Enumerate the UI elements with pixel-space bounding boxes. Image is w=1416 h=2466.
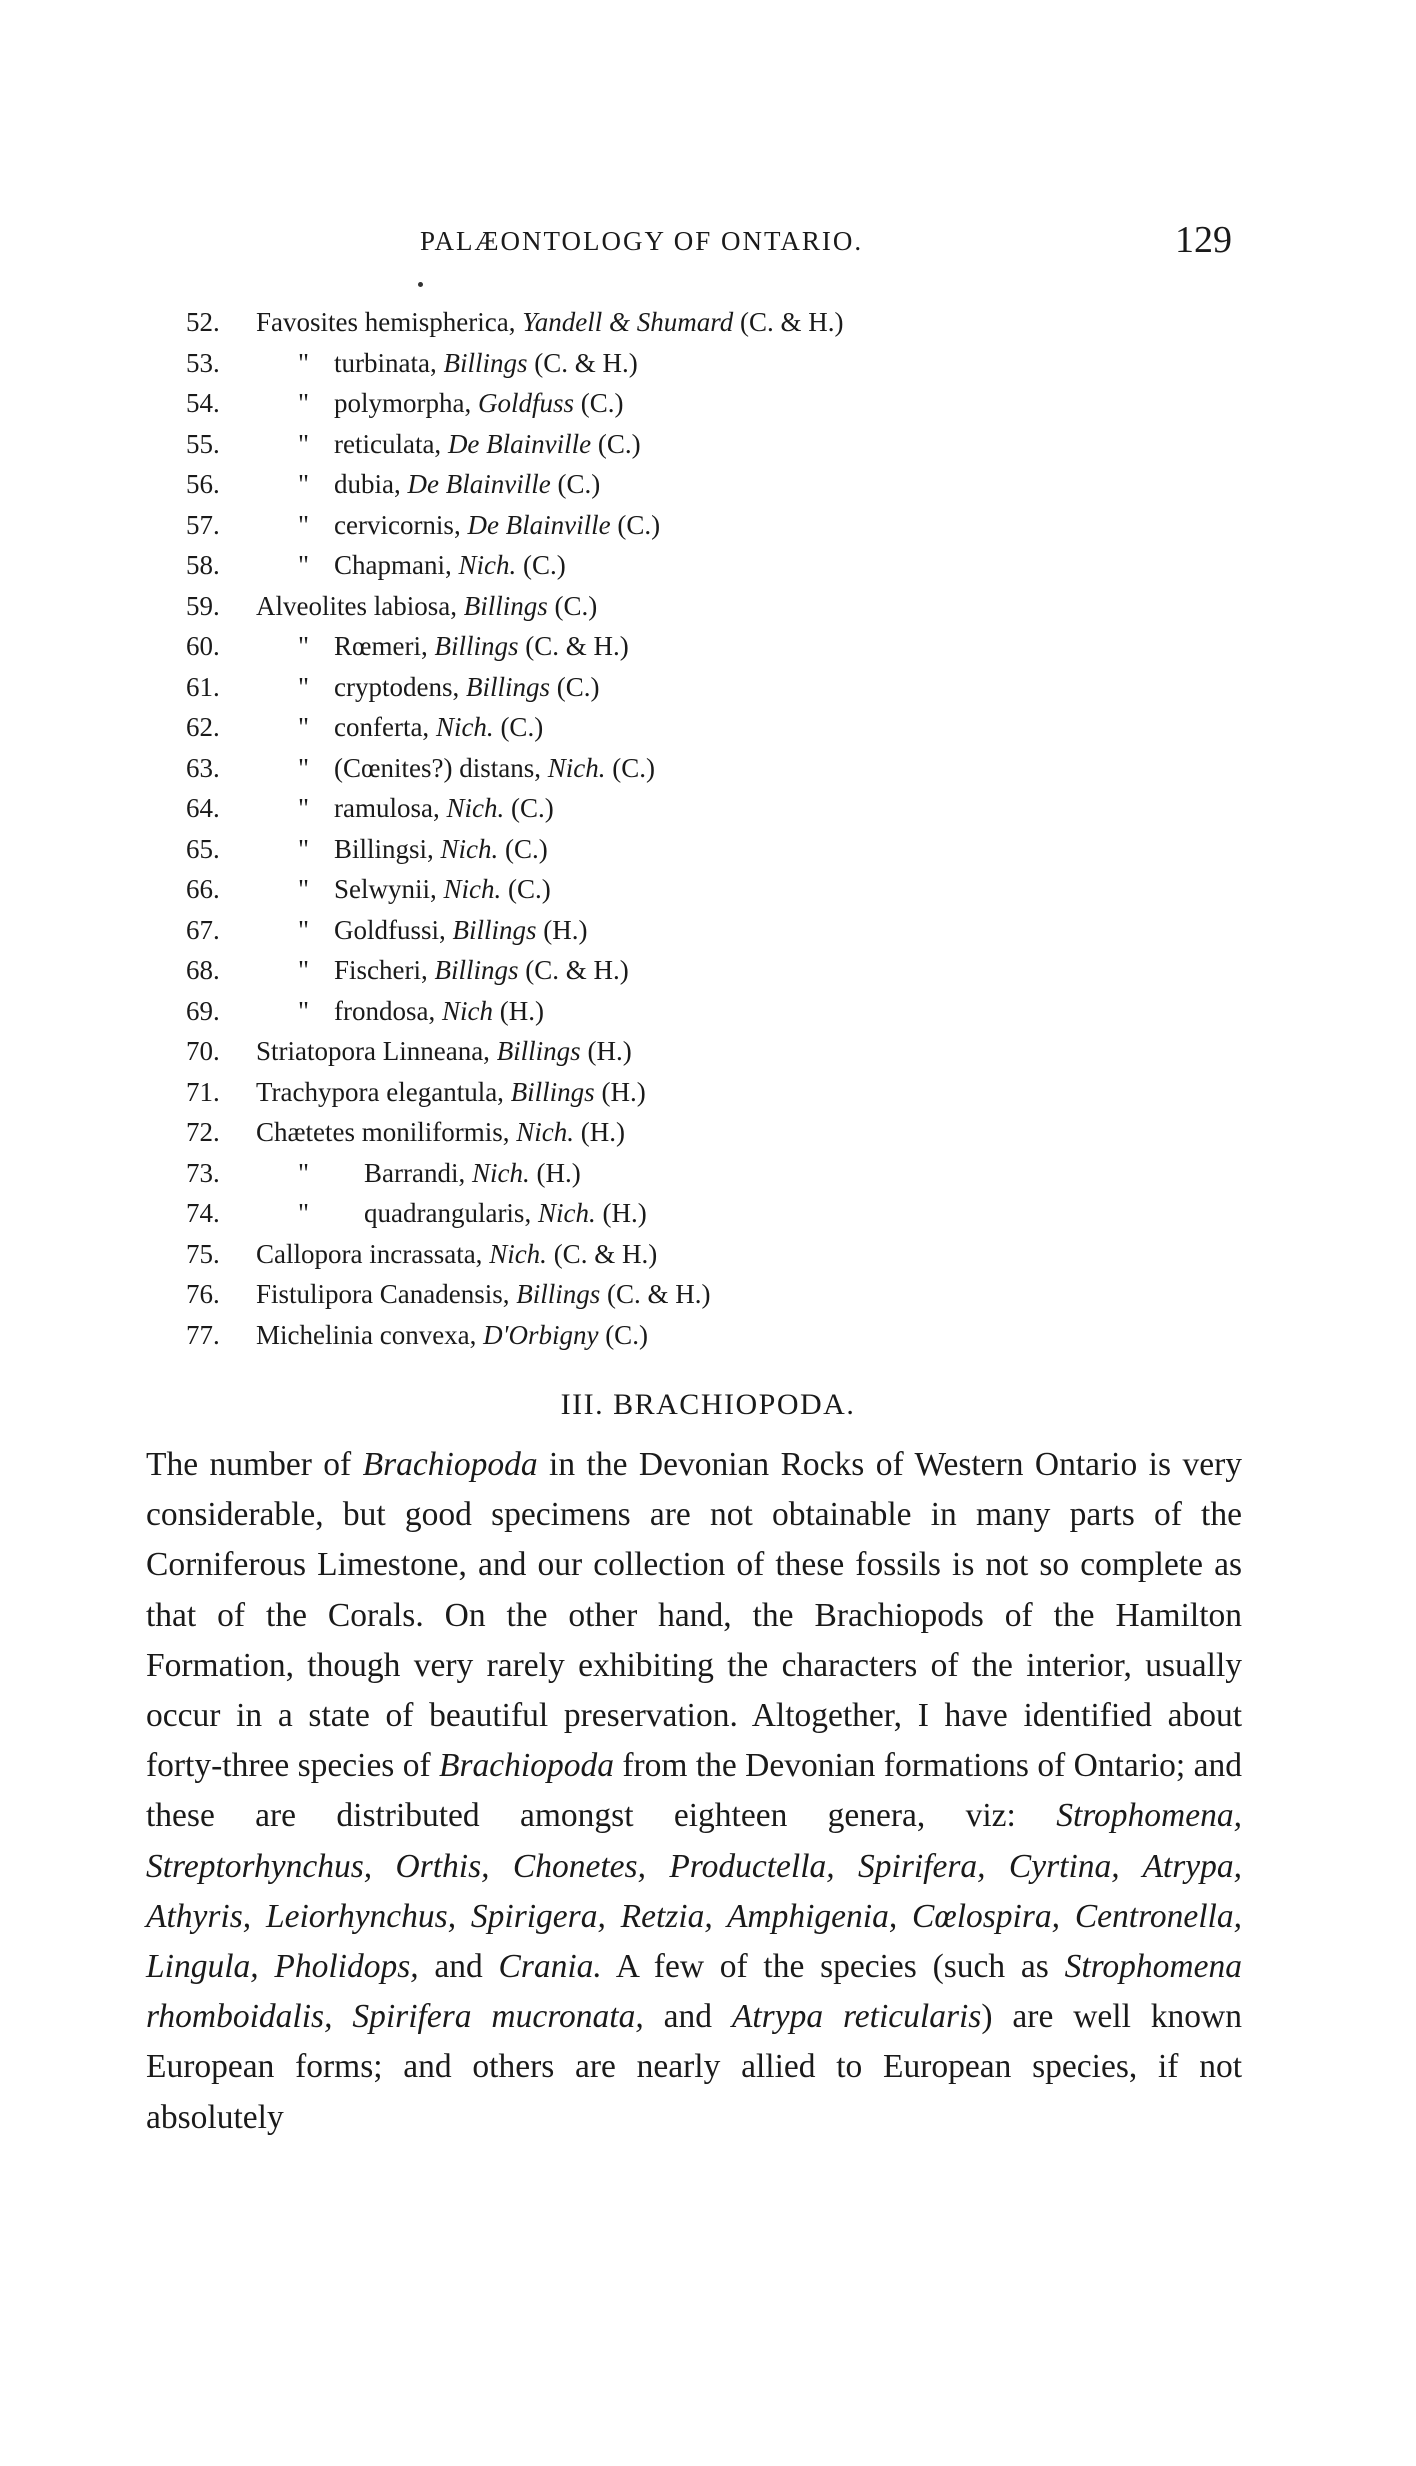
item-number: 67. — [186, 914, 220, 945]
species-name: Goldfussi, — [334, 914, 446, 945]
text-run: in the Devonian Rocks of Western Ontario is very considerable, but good specimens are not obtainable in many parts of the Corniferous Limestone, and our collection of these fossils is not so complete as that of the Corals. On the other hand, the Brachiopods of the Hamilton Formation, though very rarely exhibiting the characters of the interior, usually occur in a state of beautiful preservation. Altogether, I have identified about forty-three species of — [146, 1446, 1242, 1785]
species-name: hemispherica, — [364, 307, 516, 337]
species-name: labiosa, — [373, 590, 457, 621]
species-name: turbinata, — [334, 347, 437, 378]
species-name: Barrandi, — [364, 1157, 466, 1188]
item-number: 60. — [186, 631, 220, 661]
author-name: Nich — [441, 995, 493, 1026]
species-name: convexa, — [379, 1319, 477, 1350]
genus-name: Striatopora — [256, 1036, 376, 1066]
item-number: 52. — [186, 307, 220, 337]
ditto-mark: " — [298, 509, 310, 540]
species-name: reticulata, — [334, 428, 442, 459]
species-list-item — [186, 383, 1246, 424]
species-list-item — [186, 505, 1246, 546]
item-number: 75. — [186, 1238, 220, 1269]
genus-name: Chætetes — [256, 1117, 355, 1147]
species-name: Linneana, — [382, 1036, 490, 1066]
author-name: Nich. — [458, 550, 517, 580]
collection-code: (C.) — [580, 388, 624, 418]
item-number: 68. — [186, 955, 220, 985]
item-number: 69. — [186, 995, 220, 1026]
genus-name: Callopora — [256, 1238, 363, 1269]
section-heading: III. BRACHIOPODA. — [560, 1388, 856, 1421]
collection-code: (C.) — [605, 1319, 648, 1350]
species-name: Canadensis, — [379, 1279, 510, 1309]
species-name: Chapmani, — [334, 550, 452, 580]
item-number: 63. — [186, 752, 220, 783]
collection-code: (H.) — [536, 1157, 581, 1188]
italic-text: Crania. — [498, 1948, 602, 1986]
collection-code: (C.) — [554, 590, 598, 621]
species-list-item — [186, 1072, 1246, 1113]
item-number: 57. — [186, 509, 220, 540]
species-list-item — [186, 1193, 1246, 1234]
collection-code: (C. & H.) — [525, 631, 629, 661]
paragraph — [146, 1440, 1242, 2143]
ditto-mark: " — [298, 550, 310, 580]
collection-code: (C.) — [505, 833, 548, 864]
ditto-mark: " — [298, 469, 310, 499]
item-number: 64. — [186, 793, 220, 823]
ditto-mark: " — [298, 833, 310, 864]
collection-code: (C.) — [557, 469, 601, 499]
author-name: Billings — [434, 955, 519, 985]
author-name: Nich. — [435, 712, 494, 742]
ditto-mark: " — [298, 388, 310, 418]
author-name: Billings — [463, 590, 548, 621]
species-list-item — [186, 586, 1246, 627]
species-name: moniliformis, — [361, 1117, 510, 1147]
collection-code: (C. & H.) — [534, 347, 638, 378]
item-number: 54. — [186, 388, 220, 418]
ditto-mark: " — [298, 914, 310, 945]
species-list-item — [186, 950, 1246, 991]
species-name: incrassata, — [369, 1238, 483, 1269]
author-name: Yandell & Shumard — [522, 307, 734, 337]
collection-code: (C. & H.) — [740, 307, 844, 337]
species-name: cryptodens, — [334, 671, 460, 702]
collection-code: (H.) — [587, 1036, 632, 1066]
ditto-mark: " — [298, 752, 310, 783]
genus-name: Favosites — [256, 307, 359, 337]
item-number: 65. — [186, 833, 220, 864]
text-run: from the Devonian formations of Ontario; and these are distributed amongst eighteen genera, viz: — [146, 1747, 1242, 1835]
item-number: 53. — [186, 347, 220, 378]
species-list-item — [186, 1031, 1246, 1072]
author-name: Billings — [434, 631, 519, 661]
item-number: 59. — [186, 590, 220, 621]
item-number: 77. — [186, 1319, 220, 1350]
species-name: Fischeri, — [334, 955, 428, 985]
genus-name: Fistulipora — [256, 1279, 374, 1309]
author-name: Nich. — [443, 874, 502, 904]
collection-code: (H.) — [602, 1198, 647, 1228]
author-name: De Blainville — [407, 469, 551, 499]
ditto-mark: " — [298, 995, 310, 1026]
collection-code: (H.) — [601, 1076, 646, 1107]
species-name: elegantula, — [386, 1076, 504, 1107]
species-list-item — [186, 1112, 1246, 1153]
collection-code: (C.) — [510, 793, 554, 823]
species-list-item — [186, 545, 1246, 586]
text-run: ) are well known European forms; and others are nearly allied to European species, if not absolutely — [146, 1998, 1243, 2136]
text-run: and — [418, 1948, 499, 1986]
ditto-mark: " — [298, 631, 310, 661]
collection-code: (C.) — [508, 874, 551, 904]
species-list-item — [186, 748, 1246, 789]
species-name: Rœmeri, — [334, 631, 428, 661]
italic-text: Brachiopoda — [439, 1747, 614, 1785]
ditto-mark: " — [298, 428, 310, 459]
species-list-item — [186, 707, 1246, 748]
body-text — [146, 1440, 1242, 2143]
author-name: D'Orbigny — [483, 1319, 599, 1350]
item-number: 66. — [186, 874, 220, 904]
species-list-item — [186, 991, 1246, 1032]
ditto-mark: " — [298, 793, 310, 823]
page-header — [0, 219, 1416, 276]
species-list-item — [186, 1234, 1246, 1275]
item-number: 62. — [186, 712, 220, 742]
species-name: (Cœnites?) distans, — [334, 752, 541, 783]
item-number: 76. — [186, 1279, 220, 1309]
ditto-mark: " — [298, 671, 310, 702]
print-dot — [418, 282, 423, 287]
italic-text: Strophomena, Streptorhynchus, Orthis, Chonetes, Productella, Spirifera, Cyrtina, Atrypa, Athyris, Leiorhynchus, Spirigera, Retzia, Amphigenia, Cœlospira, Centronella, Lingula, Pholidops, — [146, 1797, 1242, 1986]
author-name: Nich. — [446, 793, 505, 823]
species-list-item — [186, 667, 1246, 708]
item-number: 58. — [186, 550, 220, 580]
text-run: The number of — [146, 1446, 363, 1483]
collection-code: (H.) — [499, 995, 544, 1026]
species-name: ramulosa, — [334, 793, 440, 823]
item-number: 55. — [186, 428, 220, 459]
author-name: Billings — [443, 347, 528, 378]
author-name: Billings — [465, 671, 550, 702]
ditto-mark: " — [298, 1198, 310, 1228]
ditto-mark: " — [298, 874, 310, 904]
item-number: 71. — [186, 1076, 220, 1107]
species-list-item — [186, 343, 1246, 384]
species-name: conferta, — [334, 712, 430, 742]
author-name: Nich. — [440, 833, 499, 864]
species-name: cervicornis, — [334, 509, 461, 540]
author-name: Nich. — [537, 1198, 596, 1228]
species-list-item — [186, 869, 1246, 910]
collection-code: (C.) — [522, 550, 566, 580]
item-number: 72. — [186, 1117, 220, 1147]
item-number: 70. — [186, 1036, 220, 1066]
text-run: and — [643, 1998, 732, 2036]
author-name: Goldfuss — [477, 388, 575, 418]
species-list — [186, 302, 1246, 1355]
author-name: De Blainville — [447, 428, 592, 459]
species-list-item — [186, 1274, 1246, 1315]
author-name: Billings — [516, 1279, 601, 1309]
genus-name: Michelinia — [256, 1319, 373, 1350]
ditto-mark: " — [298, 347, 310, 378]
species-list-item — [186, 1153, 1246, 1194]
collection-code: (C. & H.) — [607, 1279, 711, 1309]
item-number: 56. — [186, 469, 220, 499]
species-list-item — [186, 464, 1246, 505]
collection-code: (C.) — [617, 509, 661, 540]
italic-text: Brachiopoda — [362, 1446, 538, 1483]
collection-code: (C.) — [500, 712, 544, 742]
author-name: Nich. — [516, 1117, 574, 1147]
text-run: A few of the species (such as — [601, 1948, 1065, 1986]
collection-code: (C.) — [597, 428, 641, 459]
item-number: 73. — [186, 1157, 220, 1188]
species-name: quadrangularis, — [364, 1198, 532, 1228]
genus-name: Alveolites — [256, 590, 367, 621]
species-name: dubia, — [334, 469, 401, 499]
genus-name: Trachypora — [256, 1076, 380, 1107]
author-name: Nich. — [489, 1238, 547, 1269]
species-list-item — [186, 788, 1246, 829]
italic-text: Atrypa reticularis — [731, 1998, 982, 2036]
collection-code: (C.) — [612, 752, 655, 783]
author-name: Nich. — [547, 752, 606, 783]
author-name: Billings — [452, 914, 537, 945]
running-title: PALÆONTOLOGY OF ONTARIO. — [420, 226, 864, 256]
species-list-item — [186, 910, 1246, 951]
author-name: Billings — [510, 1076, 595, 1107]
ditto-mark: " — [298, 712, 310, 742]
collection-code: (H.) — [543, 914, 588, 945]
species-name: Selwynii, — [334, 874, 437, 904]
author-name: De Blainville — [467, 509, 611, 540]
item-number: 74. — [186, 1198, 220, 1228]
species-list-item — [186, 1315, 1246, 1356]
species-list-item — [186, 424, 1246, 465]
species-list-item — [186, 829, 1246, 870]
collection-code: (C.) — [556, 671, 600, 702]
ditto-mark: " — [298, 1157, 310, 1188]
page-number: 129 — [1175, 219, 1232, 261]
item-number: 61. — [186, 671, 220, 702]
italic-text: Strophomena rhomboidalis, Spirifera mucronata, — [146, 1948, 1242, 2036]
collection-code: (H.) — [580, 1117, 625, 1147]
species-name: Billingsi, — [334, 833, 434, 864]
species-name: polymorpha, — [334, 388, 472, 418]
species-list-item — [186, 626, 1246, 667]
species-name: frondosa, — [334, 995, 436, 1026]
author-name: Nich. — [471, 1157, 530, 1188]
collection-code: (C. & H.) — [553, 1238, 658, 1269]
ditto-mark: " — [298, 955, 310, 985]
species-list-item — [186, 302, 1246, 343]
collection-code: (C. & H.) — [525, 955, 629, 985]
author-name: Billings — [496, 1036, 581, 1066]
